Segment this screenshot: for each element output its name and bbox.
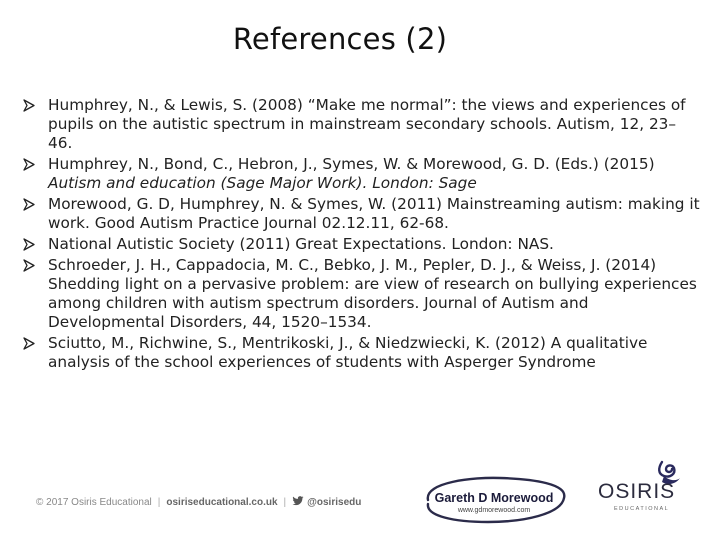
twitter-icon bbox=[292, 496, 304, 506]
page-title: References (2) bbox=[232, 22, 448, 56]
reference-italic-text: Autism and education (Sage Major Work). London: Sage bbox=[48, 174, 477, 192]
copyright: © 2017 Osiris Educational bbox=[36, 497, 152, 508]
list-item bbox=[20, 96, 700, 153]
twitter-handle[interactable]: @osirisedu bbox=[307, 497, 362, 508]
references-list bbox=[20, 96, 700, 374]
arrow-bullet-icon bbox=[23, 158, 35, 171]
reference-text: Sciutto, M., Richwine, S., Mentrikoski, J., & Niedzwiecki, K. (2012) A qualitative analysis of the school experiences of students with Asperger Syndrome bbox=[48, 334, 648, 371]
footer-separator: | bbox=[283, 497, 287, 508]
arrow-bullet-icon bbox=[23, 198, 35, 211]
badge-website: www.gdmorewood.com bbox=[457, 507, 531, 514]
arrow-bullet-icon bbox=[23, 99, 35, 112]
list-item bbox=[20, 235, 700, 254]
list-item bbox=[20, 155, 700, 193]
footer bbox=[0, 460, 720, 532]
reference-text: Morewood, G. D, Humphrey, N. & Symes, W. (2011) Mainstreaming autism: making it work. Good Autism Practice Journal 02.12.11, 62-68. bbox=[48, 195, 700, 232]
reference-text: National Autistic Society (2011) Great Expectations. London: NAS. bbox=[48, 235, 554, 253]
reference-text: Humphrey, N., & Lewis, S. (2008) “Make me normal”: the views and experiences of pupils on the autistic spectrum in mainstream secondary schools. Autism, 12, 23–46. bbox=[48, 96, 686, 152]
website-link[interactable]: osiriseducational.co.uk bbox=[166, 497, 278, 508]
osiris-logo bbox=[598, 460, 698, 526]
arrow-bullet-icon bbox=[23, 259, 35, 272]
logo-subtitle: EDUCATIONAL bbox=[614, 506, 670, 512]
list-item bbox=[20, 195, 700, 233]
footer-text bbox=[36, 496, 361, 508]
reference-text: Schroeder, J. H., Cappadocia, M. C., Bebko, J. M., Pepler, D. J., & Weiss, J. (2014) Shedding light on a pervasive problem: are view of research on bullying experiences among children with autism spectrum disorders. Journal of Autism and Developmental Disorders, 44, 1520–1534. bbox=[48, 256, 697, 331]
footer-separator: | bbox=[157, 497, 161, 508]
badge-name: Gareth D Morewood bbox=[434, 491, 554, 505]
arrow-bullet-icon bbox=[23, 238, 35, 251]
list-item bbox=[20, 334, 700, 372]
author-badge bbox=[414, 474, 574, 526]
arrow-bullet-icon bbox=[23, 337, 35, 350]
reference-text: Humphrey, N., Bond, C., Hebron, J., Symes, W. & Morewood, G. D. (Eds.) (2015) bbox=[48, 155, 655, 173]
logo-wordmark: OSIRIS bbox=[598, 480, 676, 503]
list-item bbox=[20, 256, 700, 332]
